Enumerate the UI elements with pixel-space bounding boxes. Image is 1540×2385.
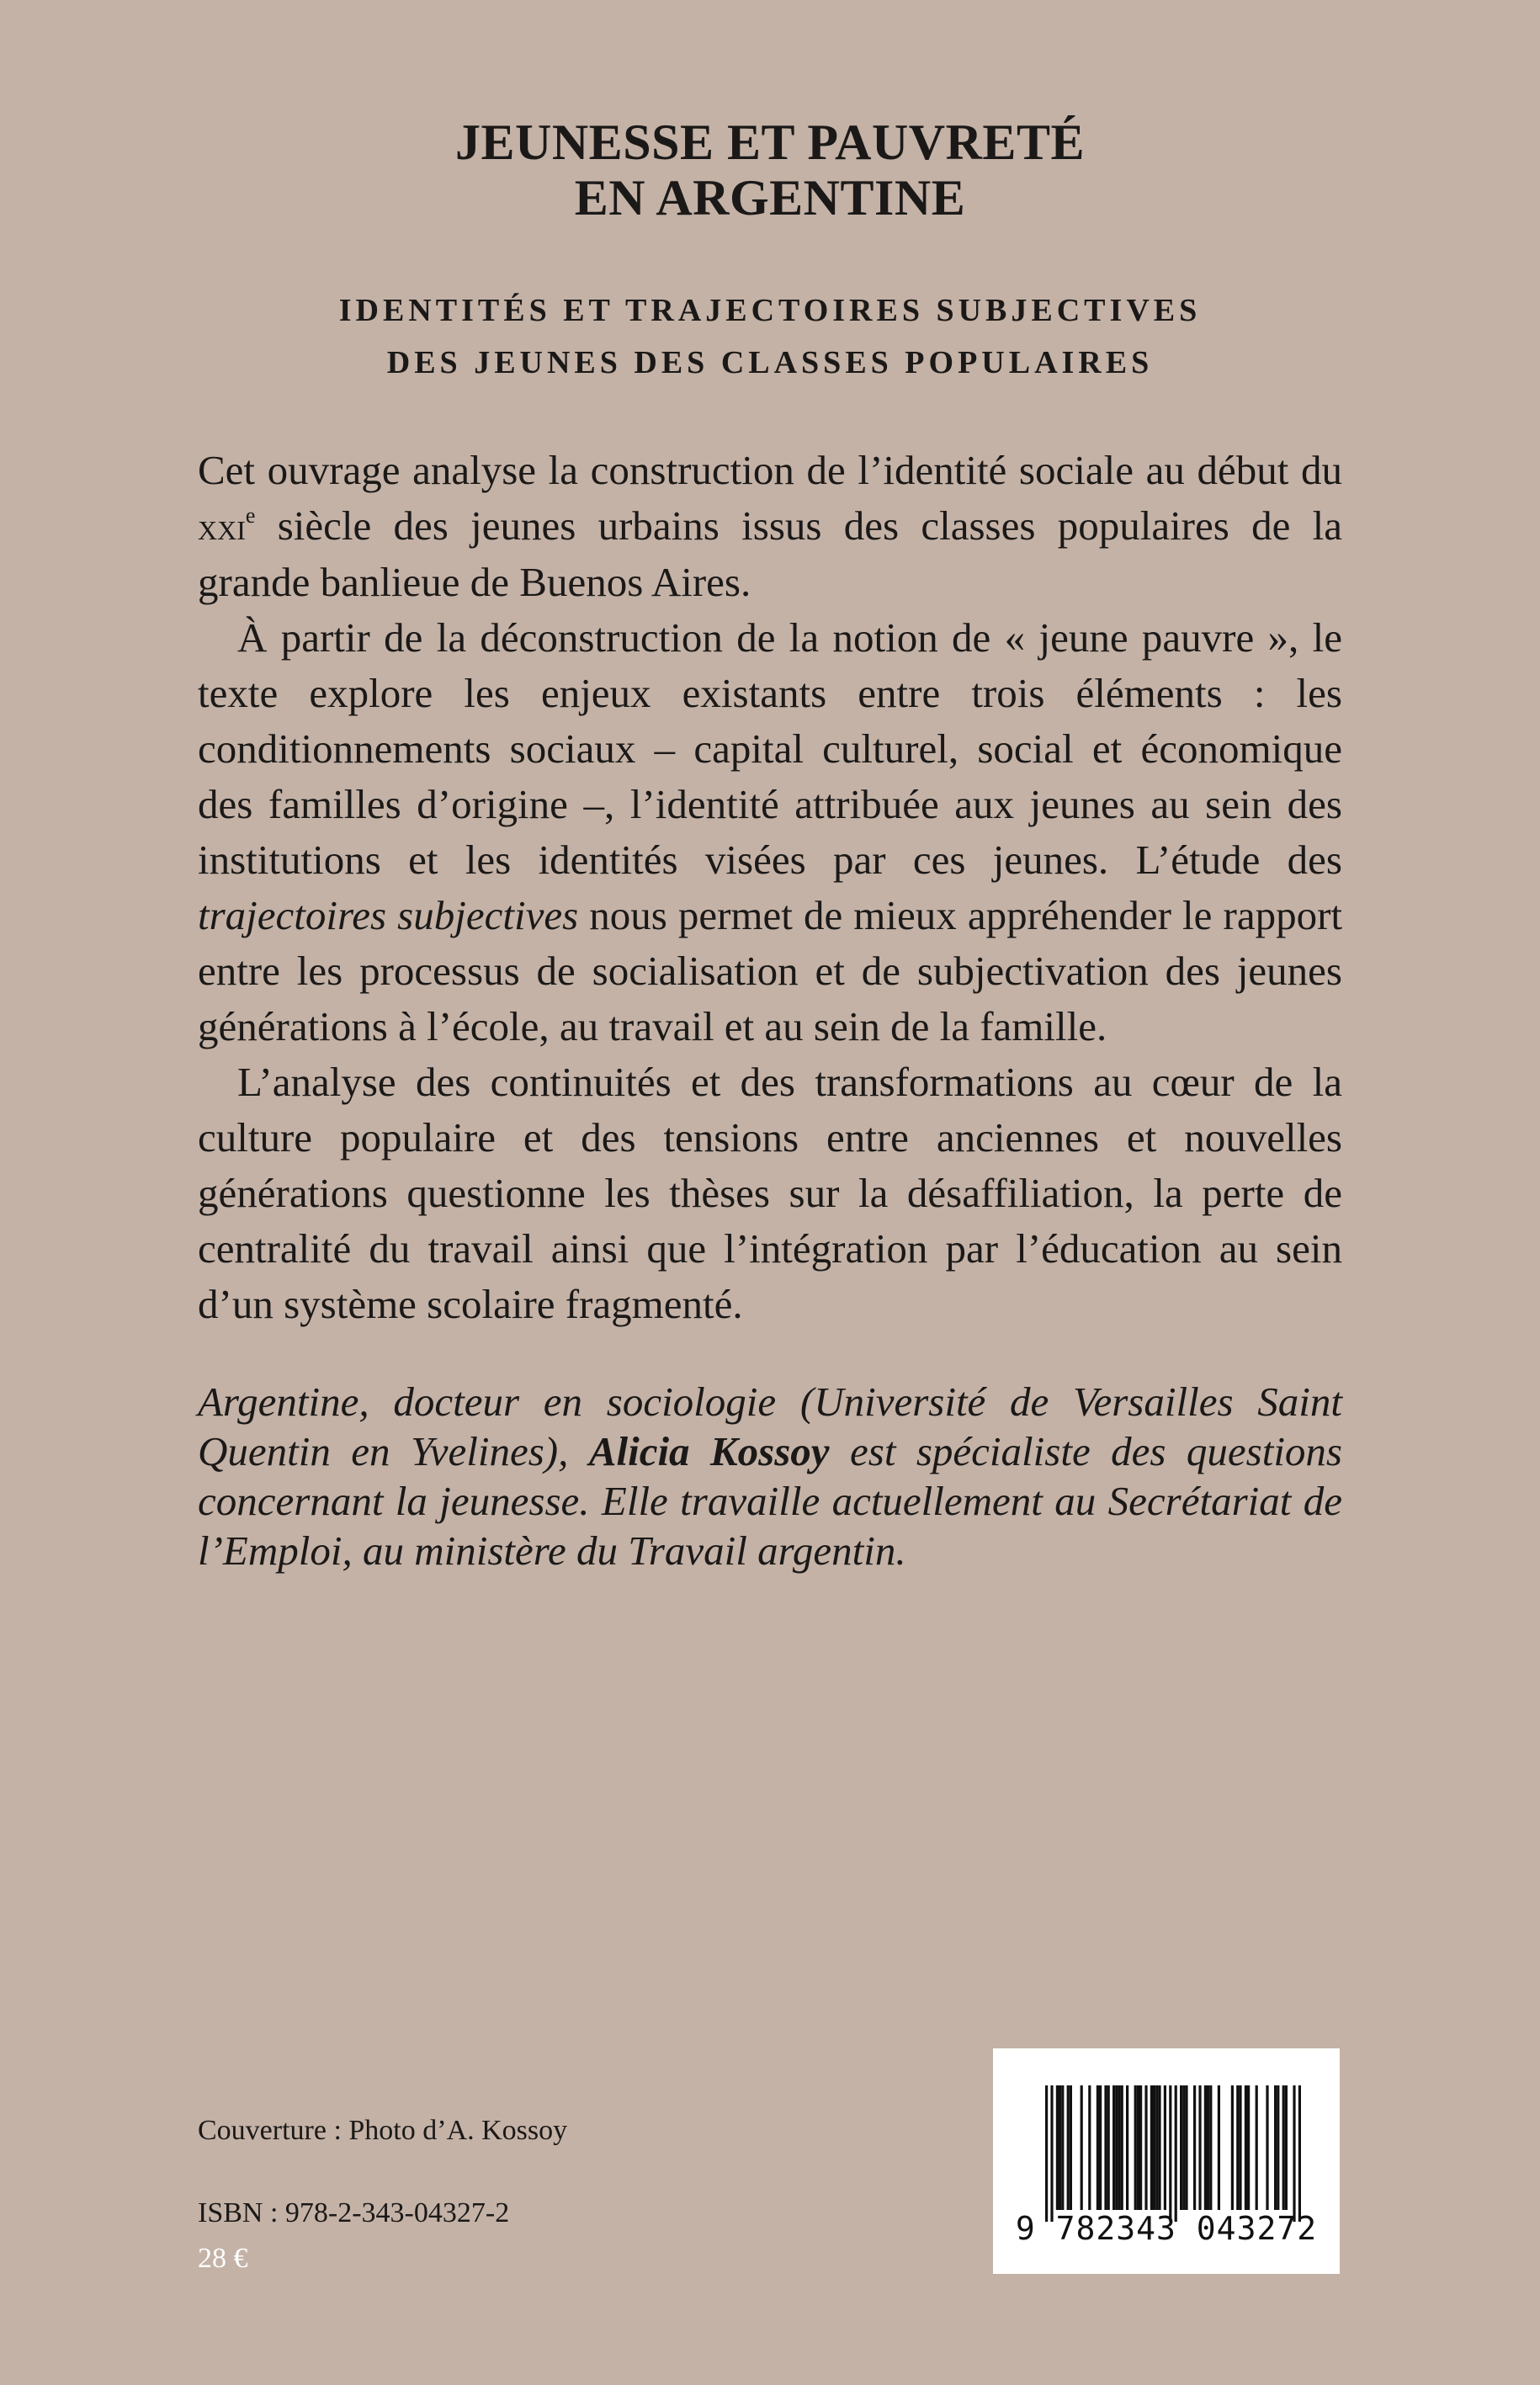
barcode-bar bbox=[1277, 2085, 1279, 2210]
barcode-bar bbox=[1247, 2085, 1250, 2210]
barcode-bar bbox=[1134, 2085, 1137, 2210]
barcode-bar bbox=[1231, 2085, 1234, 2210]
barcode-bar bbox=[1274, 2085, 1277, 2210]
book-title bbox=[0, 114, 1540, 226]
barcode-bar bbox=[1061, 2085, 1064, 2210]
barcode-guard-bar bbox=[1293, 2085, 1295, 2222]
author-bio-text-end: est spécialiste des questions concernant la jeunesse. Elle travaille actuellement au Secrétariat de l’Emploi, au ministère du Travail argentin. bbox=[198, 1428, 1342, 1574]
blurb-paragraph-1 bbox=[198, 443, 1342, 610]
barcode-bar bbox=[1118, 2085, 1120, 2210]
barcode-guard-bar bbox=[1175, 2085, 1177, 2222]
barcode-bar bbox=[1139, 2085, 1142, 2210]
barcode-guard-bar bbox=[1169, 2085, 1171, 2222]
barcode-bar bbox=[1121, 2085, 1123, 2210]
barcode-bar bbox=[1182, 2085, 1185, 2210]
barcode-bar bbox=[1081, 2085, 1083, 2210]
author-bio bbox=[198, 1377, 1342, 1575]
book-title-line-1: JEUNESSE ET PAUVRETÉ bbox=[455, 114, 1085, 170]
barcode-bar bbox=[1144, 2085, 1147, 2210]
barcode-bar bbox=[1088, 2085, 1091, 2210]
book-subtitle bbox=[0, 284, 1540, 389]
barcode-bar bbox=[1059, 2085, 1061, 2210]
barcode-bar bbox=[1282, 2085, 1285, 2210]
book-subtitle-line-2: DES JEUNES DES CLASSES POPULAIRES bbox=[386, 345, 1154, 380]
barcode-bar bbox=[1137, 2085, 1139, 2210]
barcode-bar bbox=[1097, 2085, 1099, 2210]
barcode-bar bbox=[1245, 2085, 1247, 2210]
barcode-bar bbox=[1070, 2085, 1072, 2210]
century-numeral: xxi bbox=[198, 505, 246, 548]
blurb bbox=[198, 443, 1342, 1332]
author-bio-paragraph bbox=[198, 1377, 1342, 1575]
barcode-bar bbox=[1126, 2085, 1128, 2210]
barcode-bar bbox=[1104, 2085, 1107, 2210]
cover-photo-credit: Couverture : Photo d’A. Kossoy bbox=[198, 2115, 568, 2146]
barcode-bar bbox=[1113, 2085, 1115, 2210]
barcode-guard-bar bbox=[1050, 2085, 1053, 2222]
barcode-bar bbox=[1158, 2085, 1160, 2210]
author-bio-text-start: Argentine, docteur en sociologie (Université de Versailles Saint Quentin en Yvelines), bbox=[198, 1378, 1342, 1474]
barcode-bar bbox=[1209, 2085, 1212, 2210]
barcode-bar bbox=[1266, 2085, 1268, 2210]
blurb-p1-text-end: siècle des jeunes urbains issus des classes populaires de la grande banlieue de Buenos Aires. bbox=[198, 502, 1342, 605]
book-title-line-2: EN ARGENTINE bbox=[574, 170, 966, 226]
barcode-guard-bar bbox=[1045, 2085, 1048, 2222]
author-name: Alicia Kossoy bbox=[588, 1428, 830, 1474]
isbn-text: ISBN : 978-2-343-04327-2 bbox=[198, 2197, 510, 2228]
barcode-bar bbox=[1099, 2085, 1102, 2210]
blurb-p2-text-end: nous permet de mieux appréhender le rapport entre les processus de socialisation et de subjectivation des jeunes générations à l’école, au travail et au sein de la famille. bbox=[198, 892, 1342, 1049]
barcode-bar bbox=[1180, 2085, 1182, 2210]
price: 28 € bbox=[198, 2243, 248, 2274]
barcode-bar bbox=[1115, 2085, 1118, 2210]
barcode-guard-bar bbox=[1298, 2085, 1301, 2222]
barcode bbox=[993, 2048, 1340, 2274]
blurb-p2-italic: trajectoires subjectives bbox=[198, 892, 579, 938]
barcode-bar bbox=[1198, 2085, 1201, 2210]
blurb-paragraph-2 bbox=[198, 610, 1342, 1054]
barcode-bar bbox=[1204, 2085, 1207, 2210]
barcode-bar bbox=[1056, 2085, 1059, 2210]
barcode-digits: 9 782343 043272 bbox=[1015, 2210, 1318, 2247]
century-superscript: e bbox=[245, 503, 256, 528]
barcode-bar bbox=[1256, 2085, 1258, 2210]
blurb-paragraph-3: L’analyse des continuités et des transformations au cœur de la culture populaire et des tensions entre anciennes et nouvelles générations questionne les thèses sur la désaffiliation, la perte de centralité du travail ainsi que l’intégration par l’éducation au sein d’un système scolaire fragmenté. bbox=[198, 1059, 1342, 1327]
barcode-bar bbox=[1153, 2085, 1155, 2210]
barcode-bar bbox=[1193, 2085, 1196, 2210]
barcode-bar bbox=[1239, 2085, 1241, 2210]
barcode-bar bbox=[1285, 2085, 1288, 2210]
barcode-bar bbox=[1236, 2085, 1239, 2210]
barcode-bar bbox=[1164, 2085, 1166, 2210]
blurb-p1-text-start: Cet ouvrage analyse la construction de l’identité sociale au début du bbox=[198, 447, 1342, 493]
barcode-bar bbox=[1155, 2085, 1158, 2210]
barcode-bar bbox=[1207, 2085, 1209, 2210]
barcode-bar bbox=[1067, 2085, 1070, 2210]
barcode-bar bbox=[1150, 2085, 1153, 2210]
barcode-bar bbox=[1107, 2085, 1110, 2210]
barcode-bar bbox=[1185, 2085, 1187, 2210]
blurb-p2-text-start: À partir de la déconstruction de la notion de « jeune pauvre », le texte explore les enjeux existants entre trois éléments : les conditionnements sociaux – capital culturel, social et économique des familles d’origine –, l’identité attribuée aux jeunes au sein des institutions et les identités visées par ces jeunes. L’étude des bbox=[198, 614, 1342, 883]
barcode-bar bbox=[1218, 2085, 1220, 2210]
book-subtitle-line-1: IDENTITÉS ET TRAJECTOIRES SUBJECTIVES bbox=[338, 293, 1202, 328]
